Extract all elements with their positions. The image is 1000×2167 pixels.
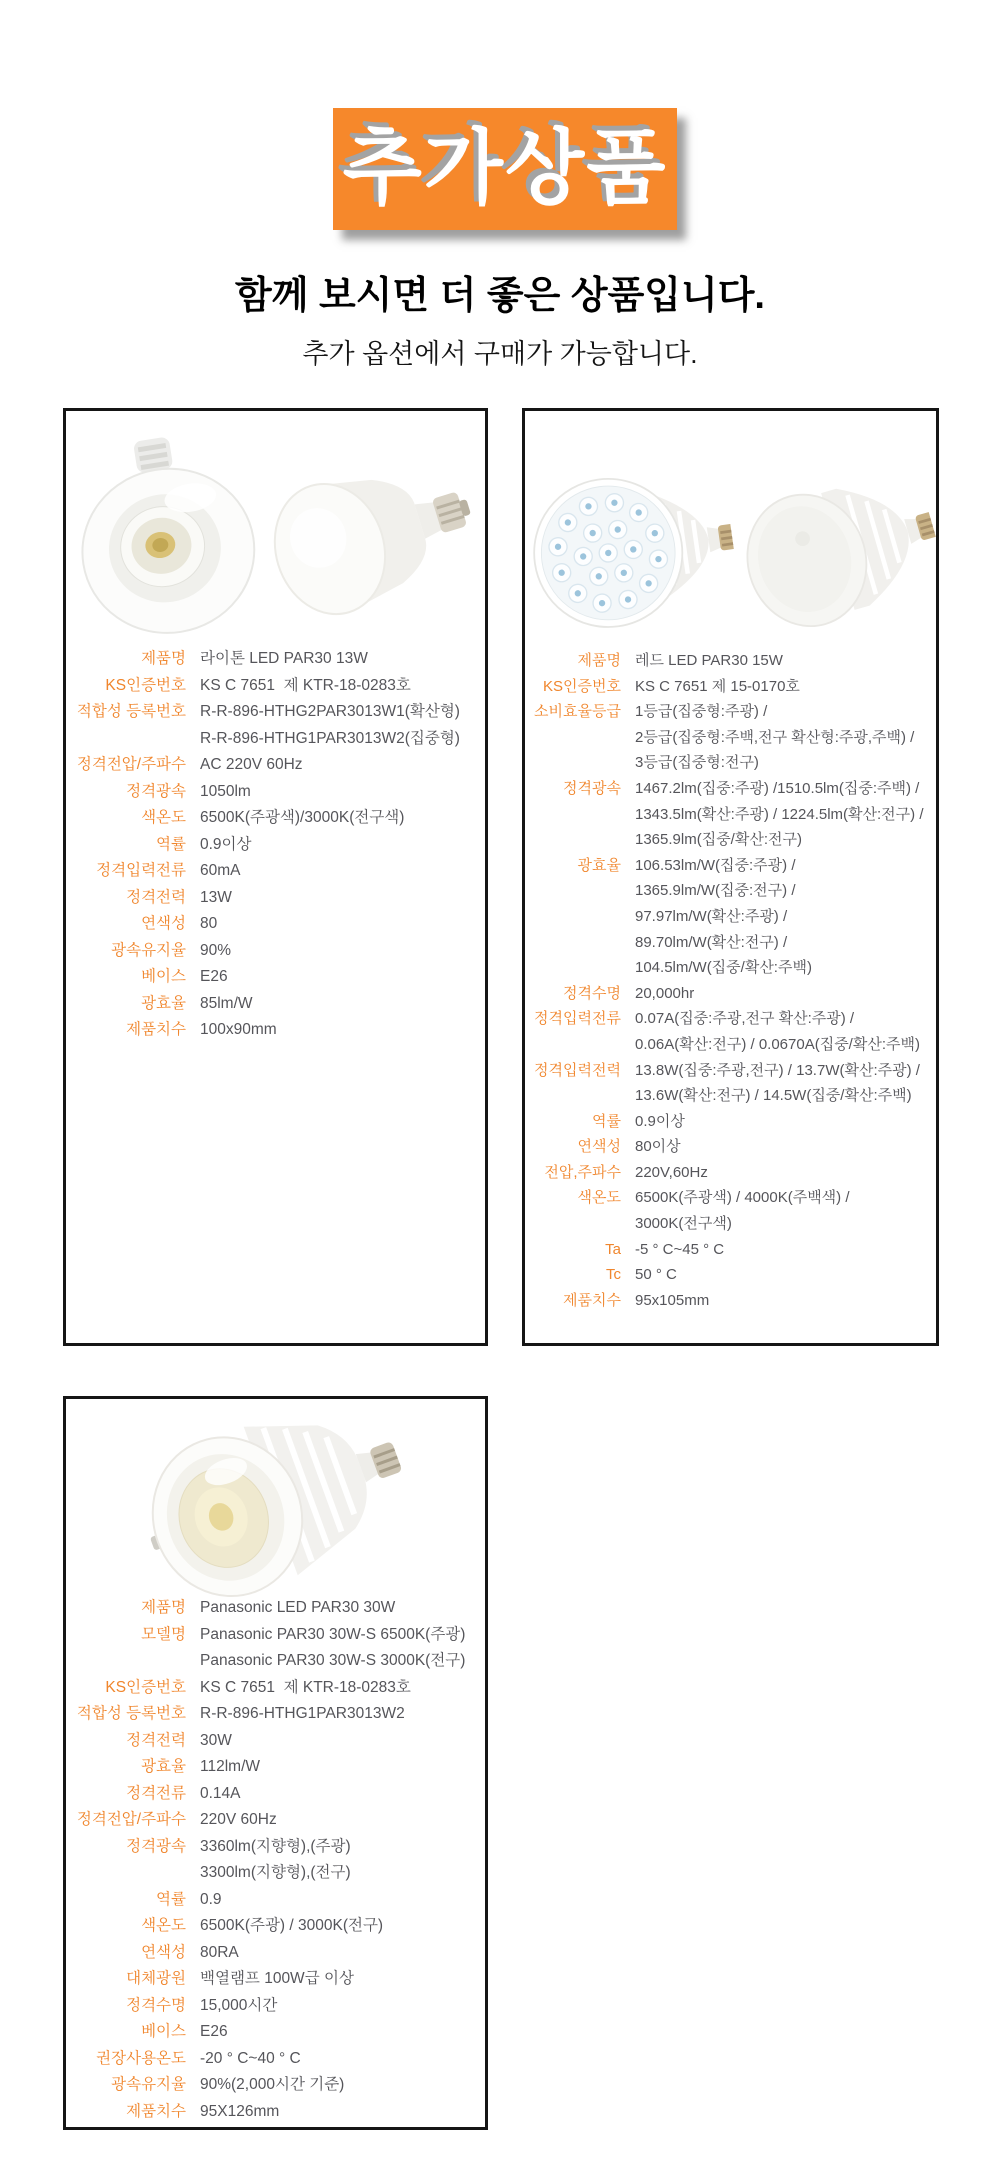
page-title: 함께 보시면 더 좋은 상품입니다. <box>235 275 765 317</box>
spec-label: 정격수명 <box>126 1996 186 2014</box>
spec-label: 정격전력 <box>126 1731 186 1749</box>
spec-value-line: 1등급(집중형:주광) / <box>635 703 768 721</box>
spec-label: 정격광속 <box>126 1837 186 1855</box>
spec-value <box>200 1675 411 1702</box>
spec-value <box>200 752 303 779</box>
spec-label: Tc <box>606 1266 621 1284</box>
spec-value <box>635 699 914 776</box>
spec-row <box>66 1595 479 1622</box>
spec-value-line: E26 <box>200 2023 228 2040</box>
spec-value <box>200 1993 277 2020</box>
spec-value-line: 0.14A <box>200 1784 241 1802</box>
spec-value-line: 95x105mm <box>635 1291 710 1309</box>
spec-label: 제품치수 <box>126 1021 186 1038</box>
spec-value-line: 0.9이상 <box>200 835 252 853</box>
spec-value-line: 0.06A(확산:전구) / 0.0670A(집중/확산:주백) <box>635 1035 920 1053</box>
spec-value <box>200 991 253 1018</box>
spec-value-line: E26 <box>200 968 228 985</box>
spec-row <box>66 805 479 832</box>
spec-row <box>525 981 930 1007</box>
spec-row <box>66 1887 479 1914</box>
spec-value <box>200 805 404 832</box>
spec-row <box>66 1754 479 1781</box>
spec-label: 제품명 <box>141 650 186 667</box>
spec-value <box>200 832 252 859</box>
spec-row <box>66 1993 479 2020</box>
spec-value <box>200 1834 351 1887</box>
spec-value-line: 80 <box>200 915 218 932</box>
spec-row <box>66 938 479 965</box>
spec-value-line: 15,000시간 <box>200 1996 278 2014</box>
spec-value-line: 2등급(집중형:주백,전구 확산형:주광,주백) / <box>635 728 915 746</box>
spec-row <box>66 1728 479 1755</box>
spec-value <box>200 1781 241 1808</box>
spec-label: 역률 <box>156 1890 186 1908</box>
product3-spec-table <box>66 1595 485 2125</box>
spec-label: 정격전압/주파수 <box>76 1811 186 1828</box>
spec-label: 역률 <box>592 1112 621 1130</box>
spec-label: KS인증번호 <box>105 1678 186 1696</box>
spec-row <box>66 1017 479 1044</box>
spec-value-line: 6500K(주광) / 3000K(전구) <box>200 1917 384 1934</box>
spec-label: 정격입력전류 <box>96 862 186 879</box>
spec-value <box>200 2046 301 2073</box>
spec-row <box>525 1160 930 1186</box>
spec-row <box>525 1262 930 1288</box>
spec-row <box>66 964 479 991</box>
spec-value-line: 97.97lm/W(확산:주광) / <box>635 907 788 925</box>
spec-row <box>525 1288 930 1314</box>
spec-label: 적합성 등록번호 <box>76 1705 186 1722</box>
spec-value <box>635 1160 708 1186</box>
spec-value <box>200 964 228 991</box>
spec-value-line: 6500K(주광색) / 4000K(주백색) / <box>635 1189 850 1207</box>
spec-value-line: R-R-896-HTHG1PAR3013W2(집중형) <box>200 729 460 747</box>
spec-row <box>525 699 930 776</box>
spec-value-line: Panasonic PAR30 30W-S 3000K(전구) <box>200 1652 466 1669</box>
spec-row <box>525 853 930 981</box>
spec-row <box>66 1940 479 1967</box>
page-subtitle: 추가 옵션에서 구매가 가능합니다. <box>302 339 698 369</box>
spec-value-line: 1365.9lm/W(집중:전구) / <box>635 882 796 900</box>
spec-row <box>66 1781 479 1808</box>
spec-value-line: 50 ° C <box>635 1266 677 1284</box>
spec-value <box>200 1754 260 1781</box>
spec-value <box>200 2019 228 2046</box>
spec-row <box>66 911 479 938</box>
product1-images <box>66 433 485 638</box>
spec-label: 소비효율등급 <box>534 703 621 721</box>
spec-value-line: 0.07A(집중:주광,전구 확산:주광) / <box>635 1010 855 1028</box>
spec-row <box>66 1913 479 1940</box>
spec-value <box>200 2072 344 2099</box>
product1-spec-table <box>66 646 485 1044</box>
spec-value <box>200 885 232 912</box>
spec-label: 모델명 <box>141 1625 186 1643</box>
spec-label: 제품명 <box>577 652 621 669</box>
spec-value-line: 1467.2lm(집중:주광) /1510.5lm(집중:주백) / <box>635 779 920 797</box>
spec-value-line: 85lm/W <box>200 994 253 1012</box>
spec-value <box>200 911 217 938</box>
spec-label: 정격전류 <box>126 1784 186 1802</box>
spec-row <box>66 699 479 752</box>
spec-value-line: 90%(2,000시간 기준) <box>200 2076 345 2093</box>
spec-label: 광효율 <box>141 1758 186 1775</box>
spec-label: 정격입력전류 <box>534 1010 621 1028</box>
spec-value-line: 3등급(집중형:전구) <box>635 754 759 772</box>
spec-value-line: -20 ° C~40 ° C <box>200 2049 301 2067</box>
spec-row <box>66 1675 479 1702</box>
spec-row <box>66 832 479 859</box>
par30-led-array-bulb-image <box>514 449 744 651</box>
spec-value <box>200 1913 383 1940</box>
additional-products-badge <box>333 108 677 230</box>
par30-side-white-bulb-image <box>251 429 494 642</box>
spec-value-line: 1050lm <box>200 782 251 800</box>
spec-label: 연색성 <box>141 1943 186 1961</box>
spec-label: 색온도 <box>577 1189 621 1207</box>
spec-value <box>635 1288 709 1314</box>
spec-label: 정격입력전력 <box>534 1061 621 1079</box>
product3-images <box>66 1407 485 1589</box>
spec-value-line: Panasonic PAR30 30W-S 6500K(주광) <box>200 1625 466 1643</box>
spec-row <box>525 1185 930 1236</box>
spec-label: 연색성 <box>577 1138 621 1156</box>
spec-row <box>66 885 479 912</box>
spec-value <box>200 1017 277 1044</box>
spec-row <box>525 1006 930 1057</box>
spec-value-line: 0.9 <box>200 1890 222 1908</box>
spec-value-line: 220V 60Hz <box>200 1811 277 1828</box>
spec-value-line: 80RA <box>200 1943 239 1961</box>
spec-value <box>200 1701 405 1728</box>
spec-label: KS인증번호 <box>543 677 621 695</box>
spec-row <box>66 1807 479 1834</box>
spec-value-line: 80이상 <box>635 1138 681 1156</box>
spec-value-line: 100x90mm <box>200 1021 277 1038</box>
spec-value <box>200 673 411 700</box>
spec-value <box>200 2099 279 2126</box>
spec-row <box>66 991 479 1018</box>
spec-value <box>635 1006 920 1057</box>
spec-value-line: 13.6W(확산:전구) / 14.5W(집중/확산:주백) <box>635 1087 912 1105</box>
spec-value-line: 90% <box>200 941 232 959</box>
spec-value <box>635 674 800 700</box>
spec-row <box>66 858 479 885</box>
spec-value-line: 20,000hr <box>635 984 695 1002</box>
spec-label: 광속유지율 <box>111 941 186 959</box>
spec-value-line: 6500K(주광색)/3000K(전구색) <box>200 809 405 826</box>
spec-label: 광효율 <box>577 856 621 874</box>
spec-row <box>66 1622 479 1675</box>
spec-value-line: Panasonic LED PAR30 30W <box>200 1599 396 1616</box>
spec-value-line: 1365.9lm(집중/확산:전구) <box>635 831 802 849</box>
spec-value <box>635 776 924 853</box>
spec-label: 정격광속 <box>563 779 621 797</box>
spec-label: 정격전력 <box>126 888 186 906</box>
spec-value-line: 레드 LED PAR30 15W <box>635 652 783 669</box>
spec-label: 정격수명 <box>563 984 621 1002</box>
product2-images <box>525 453 936 648</box>
spec-value <box>635 1185 850 1236</box>
par30-rear-ribbed-bulb-image <box>724 447 954 654</box>
spec-value-line: KS C 7651 제 15-0170호 <box>635 677 800 695</box>
spec-row <box>66 646 479 673</box>
spec-label: 색온도 <box>141 1917 186 1934</box>
spec-value-line: 60mA <box>200 862 241 879</box>
spec-value <box>200 938 231 965</box>
spec-row <box>525 1058 930 1109</box>
badge-label: 추가상품 <box>342 123 668 214</box>
spec-row <box>66 1834 479 1887</box>
spec-row <box>66 2072 479 2099</box>
spec-label: 권장사용온도 <box>96 2049 186 2067</box>
spec-row <box>66 2019 479 2046</box>
spec-value-line: 3300lm(지향형),(전구) <box>200 1864 351 1881</box>
product2-spec-table <box>525 648 936 1313</box>
spec-value <box>635 648 783 674</box>
spec-value <box>635 1262 677 1288</box>
spec-value <box>200 1622 465 1675</box>
spec-value-line: AC 220V 60Hz <box>200 756 303 773</box>
spec-row <box>525 776 930 853</box>
spec-row <box>525 1109 930 1135</box>
spec-row <box>525 1237 930 1263</box>
spec-value-line: KS C 7651 제 KTR-18-0283호 <box>200 1678 411 1696</box>
spec-row <box>66 2046 479 2073</box>
spec-value <box>635 1109 685 1135</box>
spec-label: 제품치수 <box>563 1291 621 1309</box>
spec-value-line: 0.9이상 <box>635 1112 685 1130</box>
product-card-2 <box>522 408 939 1346</box>
spec-label: 베이스 <box>141 2023 186 2040</box>
product-card-3 <box>63 1396 488 2130</box>
spec-value <box>200 779 251 806</box>
spec-label: 정격광속 <box>126 782 186 800</box>
spec-label: 정격전압/주파수 <box>76 756 186 773</box>
spec-label: 전압,주파수 <box>544 1163 621 1181</box>
spec-value-line: 95X126mm <box>200 2102 280 2120</box>
spec-row <box>66 673 479 700</box>
spec-row <box>66 1701 479 1728</box>
spec-value-line: 백열램프 100W급 이상 <box>200 1970 354 1987</box>
spec-value <box>200 1728 232 1755</box>
spec-row <box>525 1134 930 1160</box>
spec-value-line: 112lm/W <box>200 1758 261 1775</box>
spec-value <box>200 1940 239 1967</box>
spec-value <box>635 853 812 981</box>
spec-value-line: 3000K(전구색) <box>635 1215 732 1233</box>
spec-value-line: 30W <box>200 1731 232 1749</box>
spec-value-line: -5 ° C~45 ° C <box>635 1240 725 1258</box>
spec-row <box>66 1966 479 1993</box>
spec-value-line: 3360lm(지향형),(주광) <box>200 1837 351 1855</box>
spec-value-line: 1343.5lm(확산:주광) / 1224.5lm(확산:전구) / <box>635 805 924 823</box>
spec-value-line: 106.53lm/W(집중:주광) / <box>635 856 796 874</box>
spec-row <box>66 2099 479 2126</box>
spec-value-line: 13W <box>200 888 232 906</box>
spec-value-line: 라이톤 LED PAR30 13W <box>200 650 368 667</box>
spec-value-line: 104.5lm/W(집중/확산:주백) <box>635 959 812 977</box>
spec-value-line: 89.70lm/W(확산:전구) / <box>635 933 788 951</box>
spec-label: 광효율 <box>141 994 186 1012</box>
spec-value-line: R-R-896-HTHG2PAR3013W1(확산형) <box>200 703 460 720</box>
spec-label: 제품치수 <box>126 2102 186 2120</box>
par30-front-lens-bulb-image <box>61 423 270 649</box>
product-card-1 <box>63 408 488 1346</box>
spec-label: 역률 <box>156 835 186 853</box>
spec-row <box>66 779 479 806</box>
spec-label: KS인증번호 <box>105 676 186 694</box>
spec-label: 색온도 <box>141 809 186 826</box>
spec-value <box>635 1134 681 1160</box>
spec-value <box>635 1058 920 1109</box>
spec-value <box>200 699 460 752</box>
par30-cob-spotlight-bulb-image <box>119 1368 432 1629</box>
spec-value <box>635 1237 724 1263</box>
spec-label: 베이스 <box>141 968 186 985</box>
spec-value <box>200 1807 277 1834</box>
spec-row <box>66 752 479 779</box>
spec-label: 제품명 <box>141 1599 186 1616</box>
spec-label: 적합성 등록번호 <box>76 703 186 720</box>
spec-value <box>200 1966 354 1993</box>
spec-value-line: 220V,60Hz <box>635 1163 708 1181</box>
spec-label: 연색성 <box>141 915 186 932</box>
spec-value-line: KS C 7651 제 KTR-18-0283호 <box>200 676 411 694</box>
spec-label: 광속유지율 <box>111 2076 186 2093</box>
spec-value-line: 13.8W(집중:주광,전구) / 13.7W(확산:주광) / <box>635 1061 920 1079</box>
spec-row <box>525 648 930 674</box>
spec-value <box>200 1887 222 1914</box>
spec-value <box>635 981 694 1007</box>
spec-value <box>200 646 368 673</box>
spec-value-line: R-R-896-HTHG1PAR3013W2 <box>200 1705 405 1722</box>
spec-label: 대체광원 <box>126 1970 186 1987</box>
spec-value <box>200 858 241 885</box>
spec-row <box>525 674 930 700</box>
spec-label: Ta <box>605 1240 621 1258</box>
